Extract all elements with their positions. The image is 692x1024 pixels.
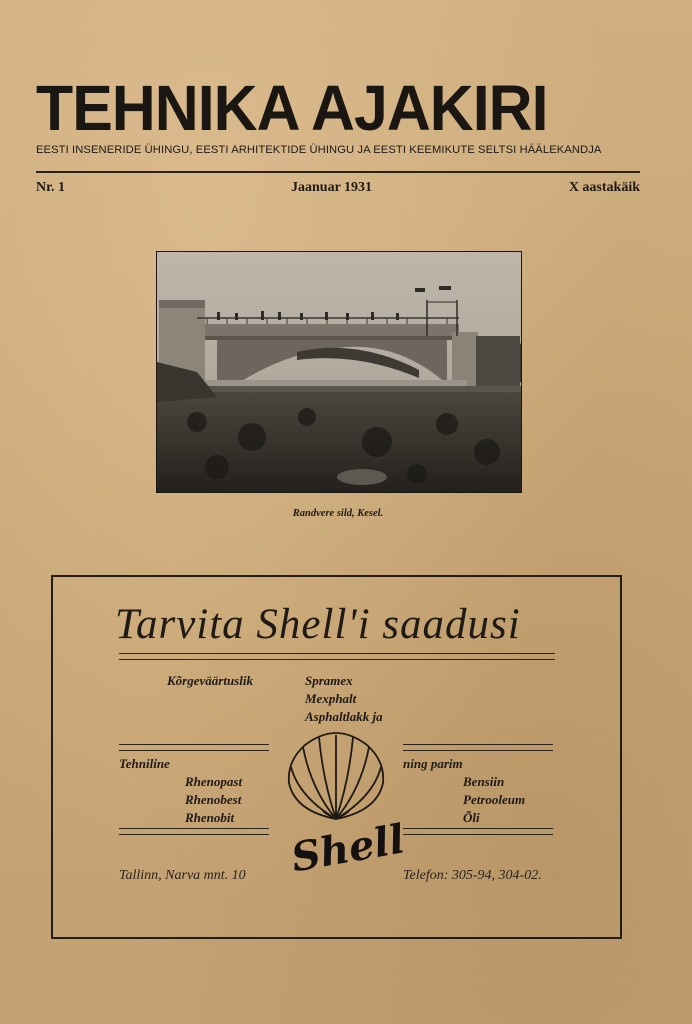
left-product: Rhenopast — [185, 774, 243, 789]
top-product: Asphaltlakk ja — [305, 709, 383, 724]
right-product: Õli — [463, 810, 480, 825]
right-rule-bottom — [403, 828, 553, 835]
bridge-photo — [156, 251, 522, 493]
ad-address: Tallinn, Narva mnt. 10 — [119, 868, 246, 883]
top-label: Kõrgeväärtuslik — [167, 673, 253, 688]
right-product: Petrooleum — [463, 792, 526, 807]
left-label: Tehniline — [119, 756, 170, 771]
shell-advertisement — [51, 575, 622, 939]
headline-rule — [119, 653, 555, 660]
left-rule-bottom — [119, 828, 269, 835]
top-product: Mexphalt — [305, 691, 357, 706]
ad-headline: Tarvita Shell'i saadusi — [115, 601, 521, 648]
photo-caption: Randvere sild, Kesel. — [292, 508, 384, 519]
left-rule-top — [119, 744, 269, 751]
top-product: Spramex — [305, 673, 353, 688]
left-product: Rhenobit — [185, 810, 235, 825]
issue-volume: X aastakäik — [568, 180, 640, 195]
right-label: ning parim — [403, 756, 463, 771]
issue-date: Jaanuar 1931 — [291, 180, 373, 195]
shell-emblem-icon — [285, 731, 387, 823]
right-product: Bensiin — [463, 774, 505, 789]
ad-phone: Telefon: 305-94, 304-02. — [403, 868, 542, 883]
issue-number: Nr. 1 — [36, 180, 66, 195]
masthead-title: TEHNIKA AJAKIRI — [36, 72, 548, 144]
right-rule-top — [403, 744, 553, 751]
issue-info-row — [36, 180, 640, 202]
masthead-subtitle: EESTI INSENERIDE ÜHINGU, EESTI ARHITEKTIDE ÜHINGU JA EESTI KEEMIKUTE SELTSI HÄÄLEKANDJA — [36, 144, 602, 156]
shell-brand-wordmark: Shell — [287, 815, 409, 882]
left-product: Rhenobest — [185, 792, 242, 807]
masthead-rule — [36, 171, 640, 173]
bridge-illustration — [157, 252, 521, 492]
